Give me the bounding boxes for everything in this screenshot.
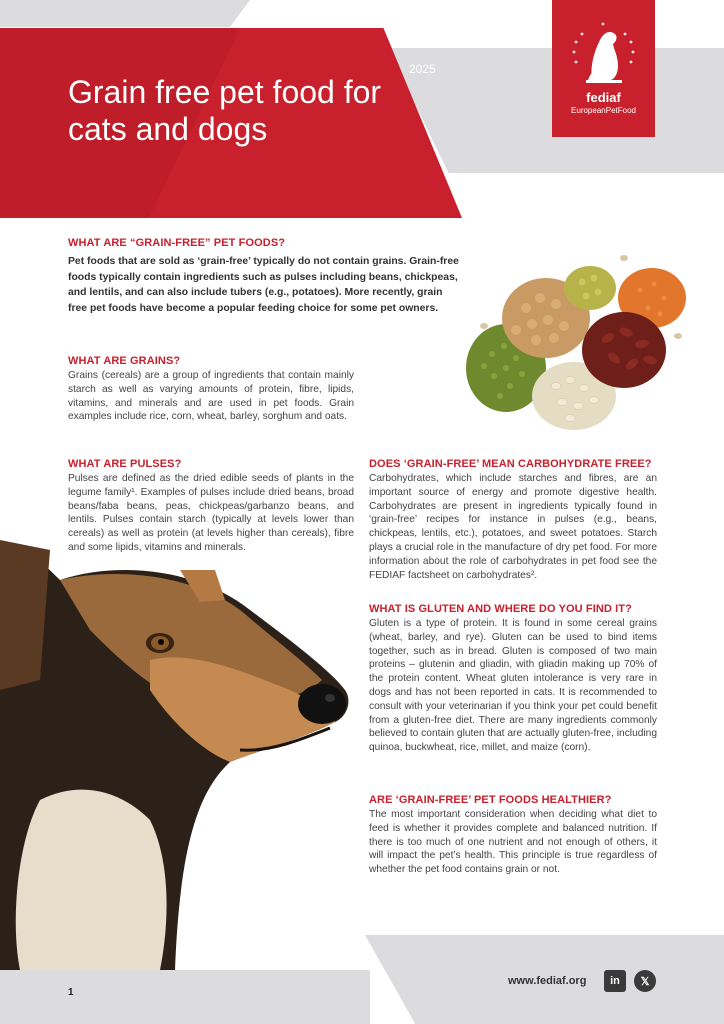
top-left-gray-shape	[0, 0, 250, 27]
fediaf-logo[interactable]	[552, 0, 655, 137]
heading-carbohydrate-free: DOES ‘GRAIN-FREE’ MEAN CARBOHYDRATE FREE?	[369, 458, 652, 470]
healthier-paragraph: The most important consideration when deciding what diet to feed is whether it provides complete and balanced nutrition. If there is too much of one nutrient and not enough of others, it will impact the pet’s health. This principle is true regardless of whether the pet food contains grain or not.	[369, 809, 657, 876]
linkedin-icon[interactable]: in	[604, 970, 626, 992]
gluten-paragraph: Gluten is a type of protein. It is found in some cereal grains (wheat, barley, and rye). Gluten can be used to bind items together, such as in bread. Gluten is composed of two main proteins – glutenin and gliadin, with gliadin making up 70% of the protein content. Wheat gluten intolerance is very rare in dogs and has not been reported in cats. It is recommended to consult with your veterinarian if you think your pet could benefit from a gluten-free diet. There are many ingredients commonly believed to contain gluten that are actually gluten-free, including quinoa, buckwheat, rice, millet, and maize (corn).	[369, 618, 657, 754]
website-link[interactable]: www.fediaf.org	[508, 975, 587, 987]
page-title: Grain free pet food for cats and dogs	[68, 74, 382, 147]
heading-healthier: ARE ‘GRAIN-FREE’ PET FOODS HEALTHIER?	[369, 794, 612, 806]
publication-year: 2025	[409, 62, 436, 76]
kidney-beans-pile	[582, 312, 666, 388]
yellow-peas-pile	[564, 266, 616, 310]
x-twitter-icon[interactable]: 𝕏	[634, 970, 656, 992]
heading-what-are-grains: WHAT ARE GRAINS?	[68, 355, 181, 367]
bottom-left-gray-shape	[0, 970, 370, 1024]
heading-what-are-pulses: WHAT ARE PULSES?	[68, 458, 182, 470]
pulses-paragraph: Pulses are defined as the dried edible seeds of plants in the legume family¹. Examples of pulses include dried beans, broad beans/faba beans, peas, chickpeas/garbanzo beans, and lentils. Pulses contain starch (typically at levels lower than cereals) as well as protein (at levels higher than cereals), fibre and some lipids, vitamins and minerals.	[68, 473, 354, 553]
logo-brand-text: fediaf	[586, 90, 621, 105]
dog-photo	[0, 540, 360, 970]
pulses-grains-photo	[464, 246, 694, 436]
heading-what-are-grain-free: WHAT ARE “GRAIN-FREE” PET FOODS?	[68, 237, 286, 249]
carbohydrates-paragraph: Carbohydrates, which include starches and fibres, are an important source of energy and promote digestive health. Carbohydrates are present in ingredients typically found in ‘grain-free’ recipes for instance in pulses (e.g., beans, chickpeas, lentils, etc.), potatoes, and sweet potatoes. Starch plays a crucial role in the manufacture of dry pet food. For more information about the role of carbohydrates in pet food see the FEDIAF factsheet on carbohydrates².	[369, 473, 657, 581]
grains-paragraph: Grains (cereals) are a group of ingredients that contain mainly starch as well as varying amounts of protein, fibre, lipids, vitamins, and minerals and are used in pet foods. Grain examples include rice, corn, wheat, barley, sorghum and oats.	[68, 370, 354, 423]
intro-paragraph: Pet foods that are sold as ‘grain-free’ typically do not contain grains. Grain-free foods typically contain ingredients such as pulses including beans, chickpeas, and lentils, and can also include tubers (e.g., potatoes). More recently, grain free pet foods have become a popular feeding choice for some pet owners.	[68, 256, 459, 314]
page-number: 1	[68, 987, 74, 998]
heading-gluten: WHAT IS GLUTEN AND WHERE DO YOU FIND IT?	[369, 603, 632, 615]
fediaf-dog-emblem-icon	[552, 0, 655, 137]
logo-subtitle: EuropeanPetFood	[571, 106, 636, 115]
